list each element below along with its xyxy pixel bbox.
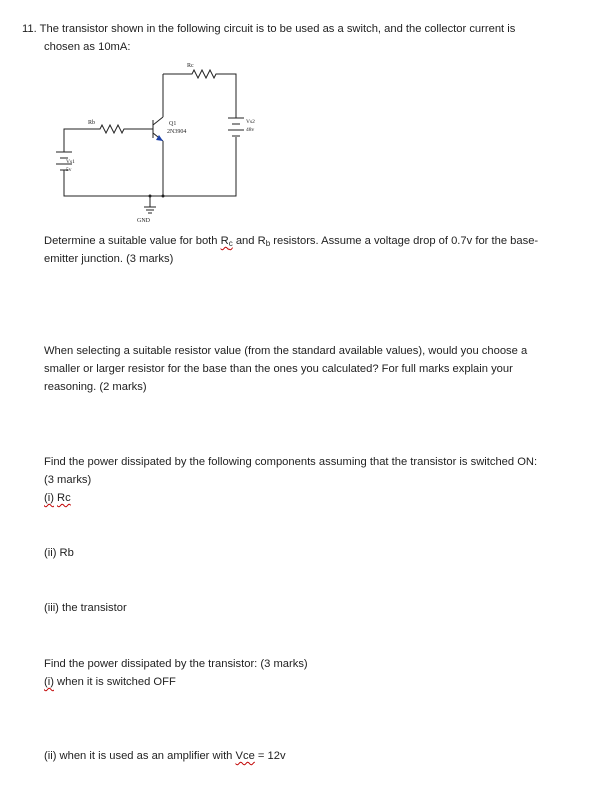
part-d-item1 <box>44 673 176 691</box>
part-d-item1-number: (i) <box>44 676 54 688</box>
vce-symbol: Vce <box>235 750 255 762</box>
junction-dot <box>149 195 152 198</box>
rb-label: Rb <box>88 120 96 126</box>
part-d-item2-pre: (ii) when it is used as an amplifier with <box>44 750 236 762</box>
part-a-text-pre: Determine a suitable value for both <box>44 235 221 247</box>
part-c-item2: (ii) Rb <box>44 547 74 559</box>
rc-subscript: c <box>228 239 233 248</box>
part-a-text-post: resistors. Assume a voltage drop of 0.7v for the base- <box>270 235 539 247</box>
part-c-item1-number: (i) <box>44 492 54 504</box>
part-c-item1-rc: Rc <box>57 492 71 504</box>
part-c-item1 <box>44 489 71 507</box>
part-b-line3: reasoning. (2 marks) <box>44 381 147 393</box>
gnd-label: GND <box>137 218 150 224</box>
rc-label: Rc <box>187 63 194 69</box>
vs2-label: Vs2 <box>246 119 255 125</box>
part-a-line2: emitter junction. (3 marks) <box>44 253 174 265</box>
ground-rail <box>64 137 236 196</box>
part-c-line2: (3 marks) <box>44 474 92 486</box>
rb-resistor <box>64 125 153 152</box>
vs1-label: Vs1 <box>66 159 75 165</box>
part-d-item2 <box>44 747 286 765</box>
transistor-collector-lead <box>153 117 163 125</box>
rc-resistor <box>163 70 236 118</box>
part-c-line1: Find the power dissipated by the following components assuming that the transistor is switched ON: <box>44 456 538 468</box>
part-d-item2-post: = 12v <box>254 750 286 762</box>
part-c-item3: (iii) the transistor <box>44 602 127 614</box>
part-b-line1: When selecting a suitable resistor value (from the standard available values), would you choose a <box>44 345 528 357</box>
rc-symbol-r: R <box>220 235 229 247</box>
junction-dot <box>162 195 165 198</box>
q1-part-number: 2N3904 <box>167 129 187 135</box>
part-d-item1-text: when it is switched OFF <box>53 676 176 688</box>
question-intro-text: The transistor shown in the following circuit is to be used as a switch, and the collector current is <box>39 23 516 35</box>
vs2-value: 48v <box>246 127 255 133</box>
part-d-line1: Find the power dissipated by the transistor: (3 marks) <box>44 658 308 670</box>
part-b-line2: smaller or larger resistor for the base than the ones you calculated? For full marks explain your <box>44 363 513 375</box>
transistor-circuit-diagram <box>0 0 612 240</box>
rb-subscript: b <box>265 239 271 248</box>
question-intro-line2: chosen as 10mA: <box>44 41 131 53</box>
vs1-value: 5v <box>66 167 72 173</box>
q1-label: Q1 <box>169 121 177 127</box>
part-a-text-mid: and R <box>232 235 266 247</box>
rc-symbol <box>221 235 233 247</box>
question-number: 11. <box>22 23 37 35</box>
